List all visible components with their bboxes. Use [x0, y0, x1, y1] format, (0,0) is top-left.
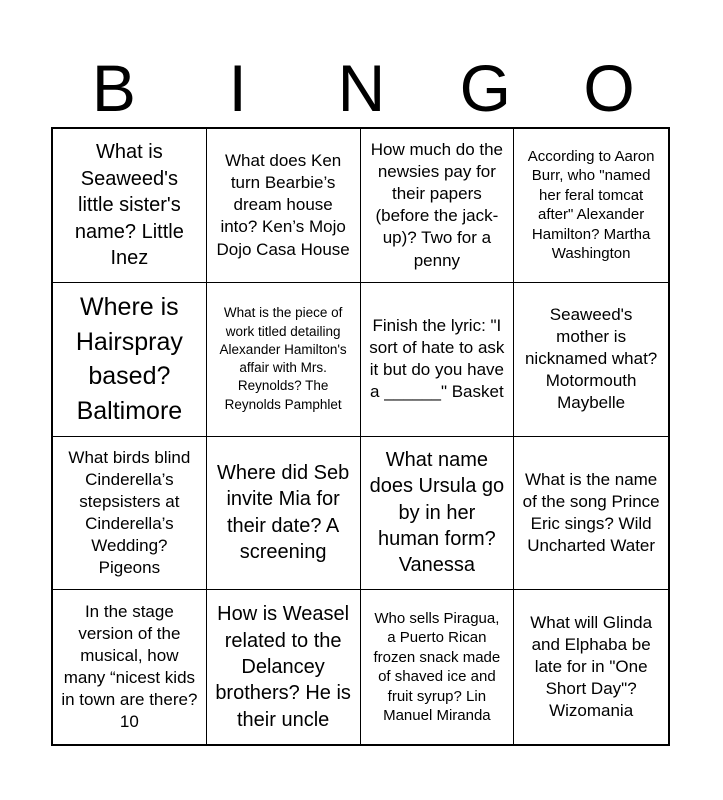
bingo-cell[interactable]: Where is Hairspray based? Baltimore	[53, 283, 207, 437]
bingo-cell[interactable]: Finish the lyric: "I sort of hate to ask it but do you have a ______" Basket	[361, 283, 515, 437]
bingo-cell[interactable]: Who sells Piragua, a Puerto Rican frozen snack made of shaved ice and fruit syrup? Lin Manuel Miranda	[361, 590, 515, 744]
bingo-cell[interactable]: In the stage version of the musical, how many “nicest kids in town are there? 10	[53, 590, 207, 744]
header-letter-g: G	[459, 51, 511, 125]
bingo-board	[51, 127, 670, 746]
bingo-cell[interactable]: According to Aaron Burr, who "named her feral tomcat after" Alexander Hamilton? Martha Washington	[514, 129, 668, 283]
bingo-cell[interactable]: What does Ken turn Bearbie’s dream house into? Ken’s Mojo Dojo Casa House	[207, 129, 361, 283]
header-letter-n: N	[337, 51, 386, 125]
header-letter-b: B	[91, 51, 136, 125]
bingo-cell[interactable]: What name does Ursula go by in her human form? Vanessa	[361, 437, 515, 591]
bingo-cell[interactable]: What is the name of the song Prince Eric sings? Wild Uncharted Water	[514, 437, 668, 591]
bingo-header	[52, 52, 671, 124]
bingo-cell[interactable]: What birds blind Cinderella’s stepsisters at Cinderella’s Wedding? Pigeons	[53, 437, 207, 591]
bingo-cell[interactable]: What will Glinda and Elphaba be late for in "One Short Day"? Wizomania	[530, 612, 653, 721]
bingo-cell[interactable]: What is Seaweed's little sister's name? Little Inez	[53, 129, 207, 283]
header-letter-i: I	[228, 51, 247, 125]
bingo-cell[interactable]: Where did Seb invite Mia for their date? A screening	[207, 437, 361, 591]
bingo-cell[interactable]: What is the piece of work titled detailing Alexander Hamilton's affair with Mrs. Reynolds? The Reynolds Pamphlet	[207, 283, 361, 437]
bingo-cell[interactable]: How is Weasel related to the Delancey brothers? He is their uncle	[207, 590, 361, 744]
bingo-cell[interactable]: Seaweed's mother is nicknamed what? Motormouth Maybelle	[514, 283, 668, 437]
bingo-cell[interactable]: How much do the newsies pay for their papers (before the jack-up)? Two for a penny	[361, 129, 515, 283]
header-letter-o: O	[583, 51, 635, 125]
